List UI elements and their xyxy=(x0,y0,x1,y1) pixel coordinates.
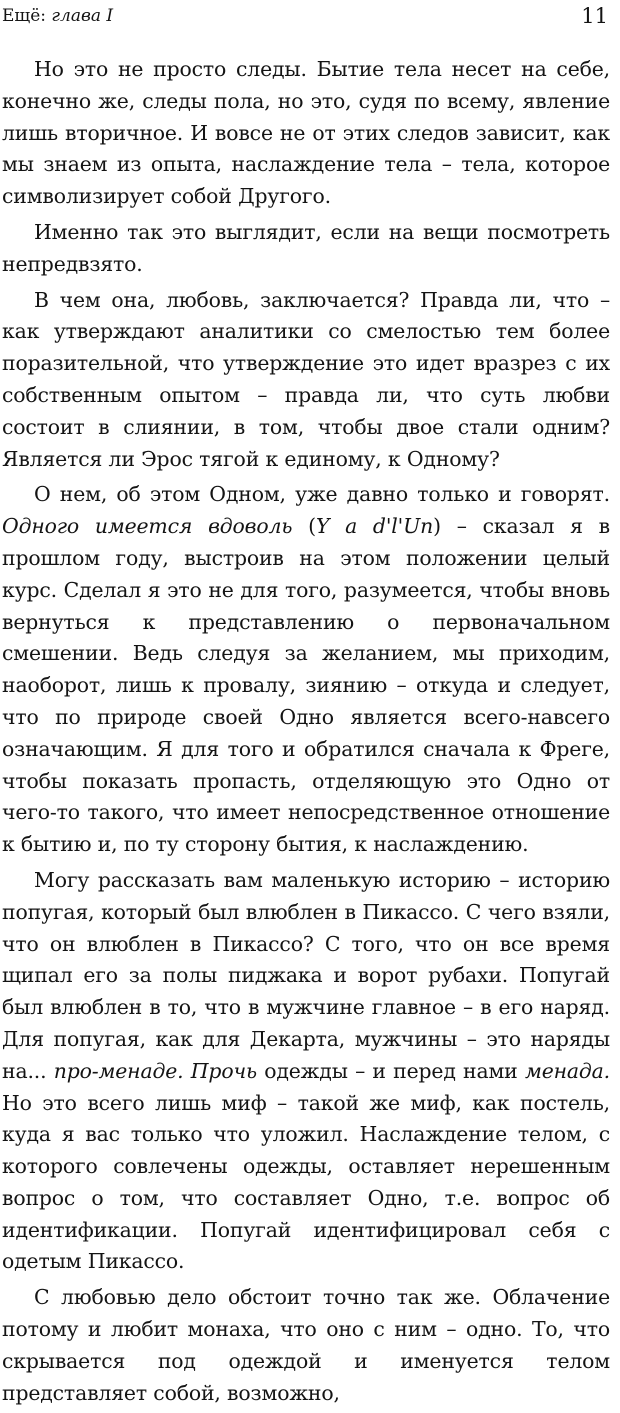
running-title xyxy=(2,6,113,26)
text-run: Но это не просто следы. Бытие тела несет на себе, конечно же, следы пола, но это, судя по всему, явление лишь вторичное. И вовсе не от этих следов зависит, как мы знаем из опыта, наслаждение тела – тела, которое символизирует собой Другого. xyxy=(2,57,610,209)
chapter-title: глава I xyxy=(51,6,114,26)
book-title: Ещё: xyxy=(2,6,47,26)
page-number: 11 xyxy=(581,4,608,28)
paragraph xyxy=(2,865,610,1278)
text-run: ) – сказал я в прошлом году, выстроив на этом положении целый курс. Сделал я это не для того, разумеется, чтобы вновь вернуться к представлению о первоначальном смешении. Ведь следуя за желанием, мы приходим, наоборот, лишь к провалу, зиянию – откуда и следует, что по природе своей Одно является всего-навсего означающим. Я для того и обратился сначала к Фреге, чтобы показать пропасть, отделяющую это Одно от чего-то такого, что имеет непосредственное отношение к бытию и, по ту сторону бытия, к наслаждению. xyxy=(2,514,610,857)
text-run: В чем она, любовь, заключается? Правда ли, что – как утверждают аналитики со смелостью тем более поразительной, что утверждение это идет вразрез с их собственным опытом – правда ли, что суть любви состоит в слиянии, в том, чтобы двое стали одним? Является ли Эрос тягой к единому, к Одному? xyxy=(2,287,610,471)
paragraph xyxy=(2,217,610,281)
paragraph xyxy=(2,285,610,476)
paragraph xyxy=(2,1282,610,1409)
text-run: О нем, об этом Одном, уже давно только и говорят. xyxy=(34,482,610,507)
paragraph xyxy=(2,479,610,861)
italic-text: Одного имеется вдоволь xyxy=(2,514,293,539)
text-run: ( xyxy=(292,514,316,539)
italic-text: менада. xyxy=(524,1058,611,1083)
text-run: Именно так это выглядит, если на вещи посмотреть непредвзято. xyxy=(2,219,610,276)
text-run: одежды – и перед нами xyxy=(256,1058,525,1083)
paragraph xyxy=(2,54,610,213)
text-run: С любовью дело обстоит точно так же. Облачение потому и любит монаха, что оно с ним – одно. То, что скрывается под одеждой и именуется телом представляет собой, возможно, xyxy=(2,1285,610,1405)
italic-text: Y a d'l'Un xyxy=(315,514,434,539)
body-text xyxy=(2,54,610,1413)
text-run: Могу рассказать вам маленькую историю – историю попугая, который был влюблен в Пикассо. С чего взяли, что он влюблен в Пикассо? С того, что он все время щипал его за полы пиджака и ворот рубахи. Попугай был влюблен в то, что в мужчине главное – в его наряд. Для попугая, как для Декарта, мужчины – это наряды на... xyxy=(2,867,610,1083)
text-run: Но это всего лишь миф – такой же миф, как постель, куда я вас только что уложил. Наслаждение телом, с которого совлечены одежды, оставляет нерешенным вопрос о том, что составляет Одно, т.е. вопрос об идентификации. Попугай идентифицировал себя с одетым Пикассо. xyxy=(2,1090,610,1274)
running-header xyxy=(2,4,608,34)
italic-text: про-менаде. Прочь xyxy=(53,1058,257,1083)
